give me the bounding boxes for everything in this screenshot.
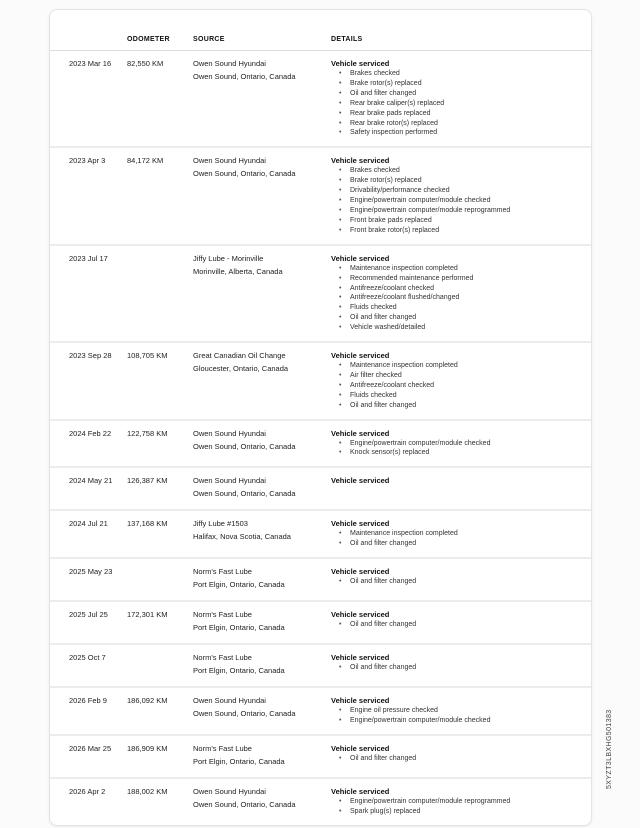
detail-item: • Spark plug(s) replaced (339, 808, 583, 817)
detail-item: • Drivability/performance checked (339, 187, 583, 196)
record-odometer: 137,168 KM (127, 519, 168, 529)
source-location: Gloucester, Ontario, Canada (193, 364, 289, 374)
record-details (331, 566, 583, 592)
record-date: 2023 Sep 28 (69, 351, 112, 361)
detail-item: • Oil and filter changed (339, 402, 583, 411)
source-location: Morinville, Alberta, Canada (193, 266, 283, 276)
record-source (193, 350, 331, 411)
details-title: Vehicle serviced (331, 156, 390, 166)
detail-item: • Oil and filter changed (339, 578, 583, 587)
details-list (331, 755, 583, 764)
detail-item: • Brakes checked (339, 70, 583, 79)
details-list (331, 362, 583, 411)
source-location: Owen Sound, Ontario, Canada (193, 441, 296, 451)
record-details (331, 652, 583, 678)
record-source (193, 786, 331, 817)
record-odometer: 172,301 KM (127, 610, 168, 620)
detail-item: • Oil and filter changed (339, 540, 583, 549)
detail-item: • Brake rotor(s) replaced (339, 177, 583, 186)
record-source (193, 155, 331, 235)
detail-item: • Antifreeze/coolant checked (339, 382, 583, 391)
record-odometer: 108,705 KM (127, 351, 168, 361)
details-list (331, 664, 583, 673)
detail-item: • Engine oil pressure checked (339, 707, 583, 716)
vin-vertical-label: 5XYZT3LBXHG501383 (606, 709, 613, 789)
record-details (331, 350, 583, 411)
service-record-row (50, 51, 591, 146)
record-details (331, 475, 583, 501)
record-source (193, 743, 331, 769)
detail-item: • Safety inspection performed (339, 129, 583, 138)
source-location: Owen Sound, Ontario, Canada (193, 800, 296, 809)
details-list (331, 707, 583, 726)
detail-item: • Oil and filter changed (339, 621, 583, 630)
service-record-row (50, 557, 591, 600)
service-record-row (50, 686, 591, 734)
record-odometer (127, 566, 193, 592)
source-name: Owen Sound Hyundai (193, 156, 266, 166)
column-header-source: SOURCE (193, 36, 225, 43)
service-record-row (50, 777, 591, 825)
record-date: 2026 Feb 9 (69, 696, 107, 706)
details-title: Vehicle serviced (331, 476, 390, 486)
detail-item: • Antifreeze/coolant flushed/changed (339, 294, 583, 303)
source-name: Owen Sound Hyundai (193, 476, 266, 486)
record-date: 2024 Jul 21 (69, 519, 108, 529)
record-date: 2023 Jul 17 (69, 253, 108, 263)
detail-item: • Engine/powertrain computer/module checked (339, 197, 583, 206)
details-title: Vehicle serviced (331, 610, 390, 620)
service-record-row (50, 419, 591, 467)
detail-item: • Engine/powertrain computer/module reprogrammed (339, 207, 583, 216)
details-list (331, 530, 583, 549)
details-title: Vehicle serviced (331, 428, 390, 438)
source-location: Owen Sound, Ontario, Canada (193, 489, 296, 499)
details-list (331, 621, 583, 630)
record-source (193, 58, 331, 138)
source-name: Owen Sound Hyundai (193, 59, 266, 68)
record-date: 2023 Mar 16 (69, 59, 112, 68)
details-title: Vehicle serviced (331, 744, 390, 753)
details-list (331, 265, 583, 333)
source-name: Norm's Fast Lube (193, 744, 252, 753)
column-header-details: DETAILS (331, 36, 363, 43)
detail-item: • Maintenance inspection completed (339, 265, 583, 274)
service-record-row (50, 509, 591, 557)
detail-item: • Rear brake caliper(s) replaced (339, 100, 583, 109)
record-source (193, 695, 331, 726)
source-name: Norm's Fast Lube (193, 653, 252, 663)
source-name: Owen Sound Hyundai (193, 696, 266, 706)
detail-item: • Fluids checked (339, 304, 583, 313)
details-title: Vehicle serviced (331, 567, 390, 577)
detail-item: • Engine/powertrain computer/module reprogrammed (339, 798, 583, 807)
detail-item: • Oil and filter changed (339, 664, 583, 673)
record-date: 2025 May 23 (69, 567, 113, 577)
record-source (193, 566, 331, 592)
record-source (193, 475, 331, 501)
record-source (193, 652, 331, 678)
service-record-row (50, 643, 591, 686)
record-odometer: 126,387 KM (127, 476, 168, 486)
service-record-row (50, 734, 591, 777)
details-title: Vehicle serviced (331, 653, 390, 663)
record-odometer: 186,092 KM (127, 696, 168, 706)
service-record-row (50, 146, 591, 243)
record-odometer: 82,550 KM (127, 59, 164, 68)
table-body (50, 51, 591, 825)
source-name: Owen Sound Hyundai (193, 428, 266, 438)
detail-item: • Maintenance inspection completed (339, 362, 583, 371)
detail-item: • Rear brake rotor(s) replaced (339, 120, 583, 129)
table-header-row (50, 10, 591, 51)
detail-item: • Brakes checked (339, 167, 583, 176)
record-odometer: 188,002 KM (127, 787, 168, 796)
record-source (193, 253, 331, 333)
record-date: 2026 Mar 25 (69, 744, 112, 753)
service-record-row (50, 466, 591, 509)
source-location: Port Elgin, Ontario, Canada (193, 580, 285, 590)
details-list (331, 798, 583, 817)
record-date: 2023 Apr 3 (69, 156, 106, 166)
record-date: 2024 May 21 (69, 476, 113, 486)
column-header-odometer: ODOMETER (127, 36, 170, 43)
details-list (331, 440, 583, 459)
record-details (331, 743, 583, 769)
source-name: Owen Sound Hyundai (193, 787, 266, 796)
details-title: Vehicle serviced (331, 351, 390, 361)
record-odometer: 186,909 KM (127, 744, 168, 753)
source-location: Owen Sound, Ontario, Canada (193, 72, 296, 81)
record-details (331, 428, 583, 459)
source-location: Port Elgin, Ontario, Canada (193, 757, 285, 766)
record-odometer (127, 652, 193, 678)
source-name: Norm's Fast Lube (193, 610, 252, 620)
record-odometer: 122,758 KM (127, 428, 168, 438)
source-name: Jiffy Lube #1503 (193, 519, 248, 529)
detail-item: • Engine/powertrain computer/module checked (339, 440, 583, 449)
source-name: Norm's Fast Lube (193, 567, 252, 577)
source-location: Port Elgin, Ontario, Canada (193, 623, 285, 633)
record-odometer: 84,172 KM (127, 156, 164, 166)
record-date: 2025 Jul 25 (69, 610, 108, 620)
detail-item: • Antifreeze/coolant checked (339, 285, 583, 294)
details-list (331, 70, 583, 138)
record-details (331, 155, 583, 235)
service-record-row (50, 341, 591, 419)
record-date: 2025 Oct 7 (69, 653, 106, 663)
record-details (331, 609, 583, 635)
details-list (331, 578, 583, 587)
record-details (331, 695, 583, 726)
service-history-table (49, 9, 592, 826)
detail-item: • Engine/powertrain computer/module checked (339, 717, 583, 726)
record-source (193, 428, 331, 459)
source-name: Great Canadian Oil Change (193, 351, 286, 361)
detail-item: • Front brake pads replaced (339, 217, 583, 226)
details-title: Vehicle serviced (331, 696, 390, 706)
details-title: Vehicle serviced (331, 519, 390, 529)
service-record-row (50, 600, 591, 643)
detail-item: • Maintenance inspection completed (339, 530, 583, 539)
detail-item: • Knock sensor(s) replaced (339, 449, 583, 458)
source-location: Owen Sound, Ontario, Canada (193, 709, 296, 719)
detail-item: • Recommended maintenance performed (339, 275, 583, 284)
record-odometer (127, 253, 193, 333)
detail-item: • Vehicle washed/detailed (339, 324, 583, 333)
source-name: Jiffy Lube - Morinville (193, 253, 264, 263)
record-source (193, 518, 331, 549)
detail-item: • Oil and filter changed (339, 90, 583, 99)
record-details (331, 253, 583, 333)
record-details (331, 518, 583, 549)
service-record-row (50, 244, 591, 341)
detail-item: • Oil and filter changed (339, 314, 583, 323)
details-list (331, 167, 583, 235)
details-title: Vehicle serviced (331, 253, 390, 263)
source-location: Halifax, Nova Scotia, Canada (193, 532, 291, 542)
record-details (331, 58, 583, 138)
detail-item: • Brake rotor(s) replaced (339, 80, 583, 89)
source-location: Port Elgin, Ontario, Canada (193, 666, 285, 676)
source-location: Owen Sound, Ontario, Canada (193, 169, 296, 179)
record-date: 2026 Apr 2 (69, 787, 106, 796)
detail-item: • Fluids checked (339, 392, 583, 401)
detail-item: • Air filter checked (339, 372, 583, 381)
column-header-date-spacer (69, 36, 127, 43)
details-title: Vehicle serviced (331, 787, 390, 796)
detail-item: • Front brake rotor(s) replaced (339, 227, 583, 236)
detail-item: • Oil and filter changed (339, 755, 583, 764)
details-title: Vehicle serviced (331, 59, 390, 68)
detail-item: • Rear brake pads replaced (339, 110, 583, 119)
record-date: 2024 Feb 22 (69, 428, 112, 438)
record-source (193, 609, 331, 635)
record-details (331, 786, 583, 817)
